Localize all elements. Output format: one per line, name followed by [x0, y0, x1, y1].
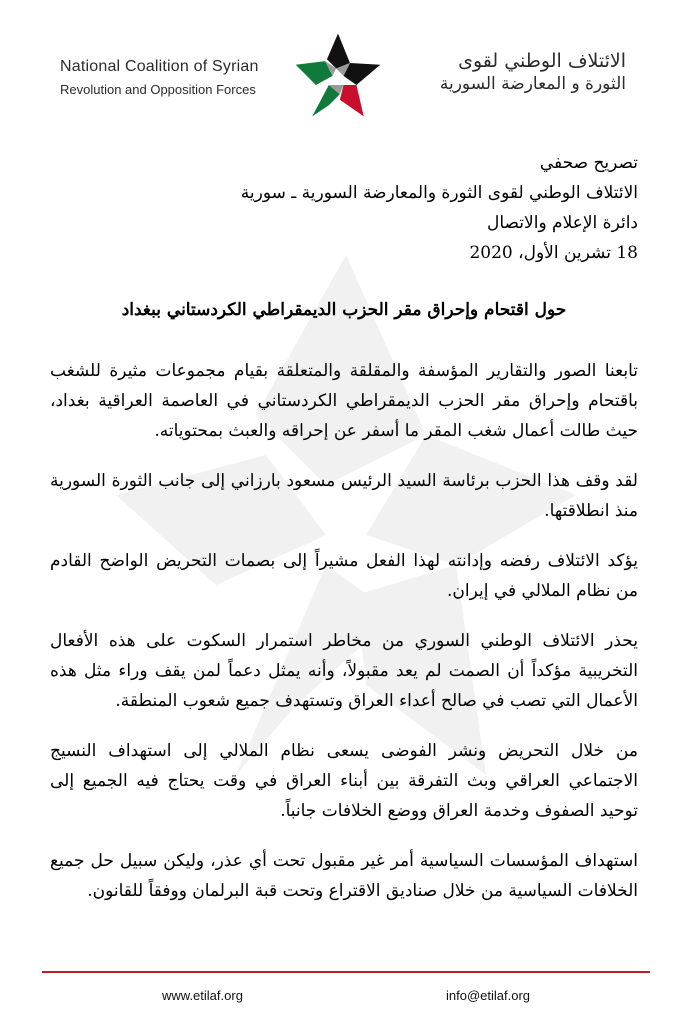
paragraph: من خلال التحريض ونشر الفوضى يسعى نظام الملالي إلى استهداف النسيج الاجتماعي العراقي وبث التفرقة بين أبناء العراق في وقت يحتاج فيه الجميع إلى توحيد الصفوف وخدمة العراق ووضع الخلافات جانباً. — [50, 741, 638, 821]
footer-website: www.etilaf.org — [162, 988, 243, 1003]
org-name-ar-line1: الائتلاف الوطني لقوى — [458, 50, 626, 72]
org-name-arabic — [440, 50, 626, 94]
star-logo-icon — [292, 28, 384, 120]
footer-email: info@etilaf.org — [446, 988, 531, 1003]
org-name-en-line1: National Coalition of Syrian — [60, 58, 259, 75]
org-name-ar-line2: الثورة و المعارضة السورية — [439, 74, 626, 94]
statement-body — [50, 356, 638, 926]
paragraph: استهداف المؤسسات السياسية أمر غير مقبول تحت أي عذر، وليكن سبيل حل جميع الخلافات السياسية من خلال صناديق الاقتراع وتحت قبة البرلمان ووفقاً للقانون. — [50, 851, 638, 901]
org-name-en-line2: Revolution and Opposition Forces — [60, 82, 256, 97]
department: دائرة الإعلام والاتصال — [487, 213, 638, 233]
letterhead — [0, 0, 692, 120]
paragraph: يؤكد الائتلاف رفضه وإدانته لهذا الفعل مشيراً إلى بصمات التحريض الواضح القادم من نظام الملالي في إيران. — [50, 551, 638, 601]
org-name-english — [60, 58, 259, 97]
date: 18 تشرين الأول، 2020 — [469, 243, 638, 263]
issuer: الائتلاف الوطني لقوى الثورة والمعارضة السورية ـ سورية — [240, 183, 638, 203]
paragraph: تابعنا الصور والتقارير المؤسفة والمقلقة والمتعلقة بقيام مجموعات مثيرة للشغب باقتحام وإحراق مقر الحزب الديمقراطي الكردستاني في العاصمة العراقية بغداد، حيث طالت أعمال شغب المقر ما أسفر عن إحراقه والعبث بمحتوياته. — [50, 361, 638, 441]
statement-title: حول اقتحام وإحراق مقر الحزب الديمقراطي الكردستاني ببغداد — [121, 300, 567, 320]
footer-divider — [42, 971, 650, 973]
paragraph: يحذر الائتلاف الوطني السوري من مخاطر استمرار السكوت على هذه الأفعال التخريبية مؤكداً أن الصمت لم يعد مقبولاً، وأنه يمثل دعماً لمن يقف وراء مثل هذه الأعمال التي تصب في صالح أعداء العراق وتستهدف جميع شعوب المنطقة. — [50, 631, 638, 711]
paragraph: لقد وقف هذا الحزب برئاسة السيد الرئيس مسعود بارزاني إلى جانب الثورة السورية منذ انطلاقتها. — [50, 471, 638, 521]
doc-type: تصريح صحفي — [539, 153, 638, 173]
press-release-meta — [241, 148, 638, 268]
